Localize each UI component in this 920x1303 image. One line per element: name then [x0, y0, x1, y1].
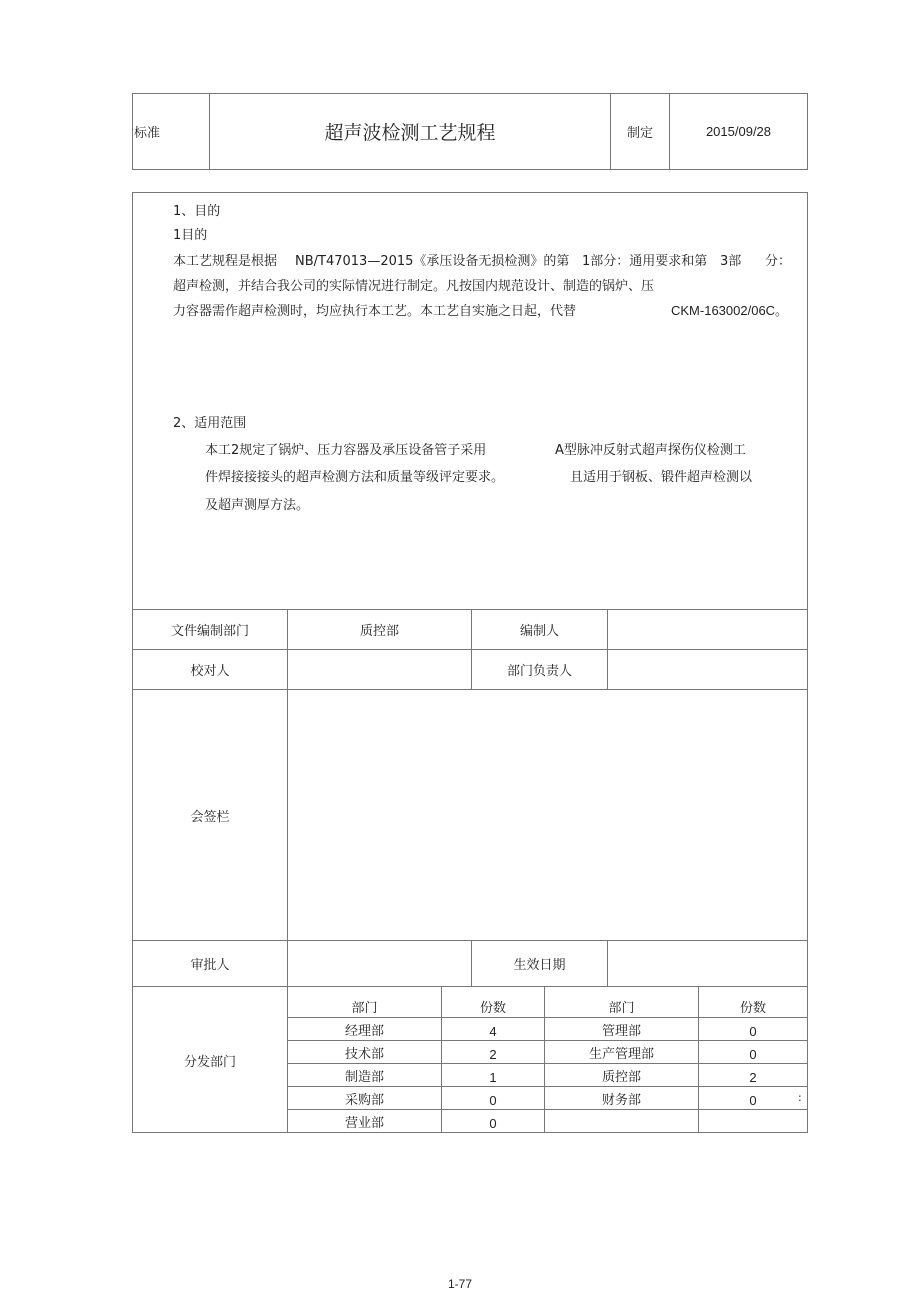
- dist-cell: 0: [749, 1023, 757, 1039]
- section-1-text: CKM-163002/06C。: [671, 303, 789, 318]
- page-title: 超声波检测工艺规程: [324, 122, 496, 144]
- dist-cell: 0: [749, 1046, 757, 1062]
- page-number: 1-77: [447, 1277, 473, 1291]
- section-1-text: 超声检测，并结合我公司的实际情况进行制定。凡按国内规范设计、制造的锅炉、压: [173, 279, 655, 294]
- dist-cell: 制造部: [344, 1069, 384, 1085]
- dist-cell: 采购部: [344, 1092, 384, 1108]
- distribution-label: 分发部门: [183, 1054, 236, 1070]
- dist-cell: [699, 1112, 807, 1134]
- dept-head-value: [608, 650, 807, 689]
- dist-cell: 技术部: [344, 1046, 384, 1062]
- dist-cell: 财务部: [601, 1092, 641, 1108]
- section-2-heading: 2、适用范围: [173, 416, 247, 431]
- checker-value: [288, 650, 471, 689]
- dist-cell: 2: [749, 1069, 757, 1085]
- section-1-subheading: 1目的: [173, 228, 208, 243]
- effective-date-value: [608, 941, 807, 986]
- effective-date-label: 生效日期: [513, 958, 566, 973]
- made-date: 2015/09/28: [705, 124, 772, 139]
- approver-label: 审批人: [190, 958, 230, 973]
- dist-cell: [545, 1110, 698, 1132]
- section-1-text: NB/T47013—2015《承压设备无损检测》的第: [295, 254, 570, 269]
- dist-header-dept: 部门: [351, 1001, 378, 1016]
- section-1-heading: 1、目的: [173, 204, 221, 219]
- dept-head-label: 部门负责人: [506, 664, 572, 679]
- section-2-text: 本工2规定了锅炉、压力容器及承压设备管子采用: [205, 443, 487, 458]
- dist-cell: 2: [489, 1046, 497, 1062]
- dist-cell: 0: [749, 1092, 757, 1108]
- section-1-text: 1部分：通用要求和第: [582, 254, 708, 269]
- dist-header-dept: 部门: [608, 1001, 635, 1016]
- dist-cell: 4: [489, 1023, 497, 1039]
- dist-cell: 生产管理部: [588, 1046, 654, 1062]
- approver-value: [288, 941, 471, 986]
- section-1-text: 力容器需作超声检测时，均应执行本工艺。本工艺自实施之日起，代替: [173, 304, 577, 319]
- countersign-label: 会签栏: [190, 809, 230, 825]
- section-2-text: 及超声测厚方法。: [205, 498, 310, 513]
- compiling-dept-value: 质控部: [359, 624, 399, 639]
- dist-cell: 0: [489, 1092, 497, 1108]
- dist-cell: 1: [489, 1069, 497, 1085]
- section-2-text: A型脉冲反射式超声探伤仪检测工: [555, 443, 746, 458]
- author-label: 编制人: [519, 624, 559, 639]
- dist-header-copies: 份数: [739, 1001, 766, 1016]
- section-1-text: 本工艺规程是根据: [173, 254, 278, 269]
- author-value: [608, 610, 807, 649]
- dist-cell: 0: [489, 1115, 497, 1131]
- made-label: 制定: [626, 126, 653, 141]
- dist-cell: 质控部: [601, 1069, 641, 1085]
- compiling-dept-label: 文件编制部门: [170, 624, 249, 639]
- dist-cell: 经理部: [344, 1023, 384, 1039]
- section-1-text: 3部: [720, 254, 742, 269]
- section-1-text: 分：: [765, 254, 792, 269]
- stray-mark: :: [798, 1091, 802, 1104]
- dist-cell: 营业部: [344, 1115, 384, 1131]
- section-2-text: 且适用于钢板、锻件超声检测以: [570, 470, 753, 485]
- checker-label: 校对人: [190, 664, 230, 679]
- section-2-text: 件焊接接接头的超声检测方法和质量等级评定要求。: [205, 470, 505, 485]
- dist-header-copies: 份数: [479, 1001, 506, 1016]
- dist-cell: 管理部: [601, 1023, 641, 1039]
- standard-label: 标准: [134, 126, 161, 141]
